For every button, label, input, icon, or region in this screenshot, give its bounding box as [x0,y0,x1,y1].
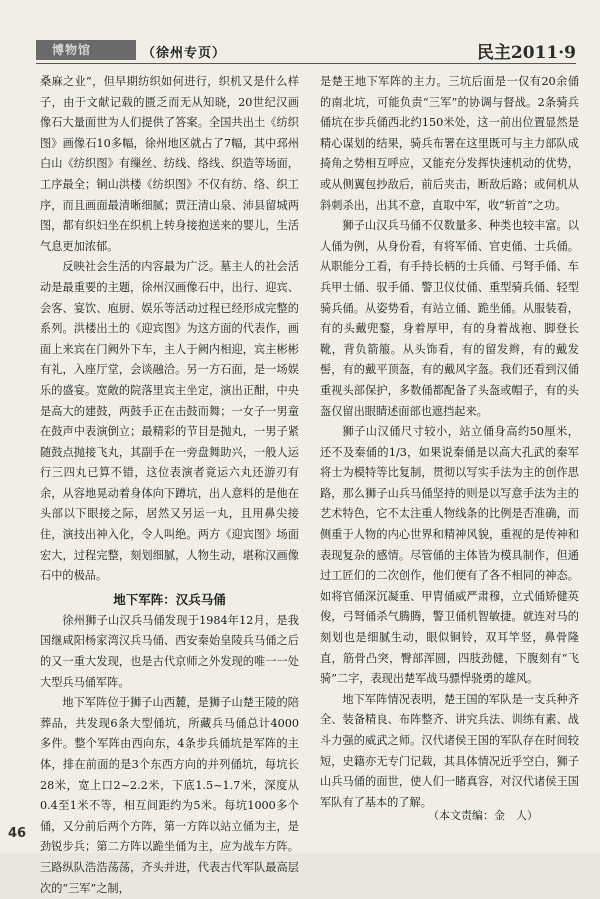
paragraph: 桑麻之业”，但早期纺织如何进行，织机又是什么样子，由于文献记载的匮乏而无从知晓，20世纪汉画像石大量面世为人们提供了答案。全国共出土《纺织图》画像石10多幅，徐州地区就占了7幅，其中邳州白山《纺织图》有缫丝、纺线、络线、织造等场面，工序最全；铜山洪楼《纺织图》不仅有纺、络、织工序，而且画面最清晰细腻；贾汪清山泉、沛县留城两图，都有织妇坐在织机上转身接抱送来的婴儿，生活气息更加浓郁。 [40,75,299,253]
editor-note: （本文责编：金 人） [428,809,538,822]
page-number: 46 [8,826,27,841]
page-header [36,38,576,64]
paragraph: 狮子山汉俑尺寸较小，站立俑身高约50厘米，还不及秦俑的1/3，如果说秦俑是以高大孔武的秦军将士为模特等比复制，贯彻以写实手法为主的创作思路，那么狮子山兵马俑坚持的则是以写意手法为主的艺术特色，它不太注重人物线条的比例是否准确，而侧重于人物的内心世界和精神风貌，重视的是传神和表现复杂的感情。尽管俑的主体皆为模具制作，但通过工匠们的二次创作，他们便有了各不相同的神态。如将官俑深沉凝重、甲胄俑威严肃穆，立式俑矫健英俊，弓弩俑杀气腾腾，警卫俑机智敏捷。就连对马的刻划也是细腻生动，眼似铜铃，双耳竿竖，鼻骨隆直，筋骨凸突，臀部浑圆，四肢劲健，下腹刻有“飞骑”二字，表现出楚军战马骠悍骁勇的雄风。 [320,425,579,686]
paragraph: 地下军阵位于狮子山西麓，是狮子山楚王陵的陪葬品，共发现6条大型俑坑，所藏兵马俑总计4000多件。整个军阵由西向东，4条步兵俑坑是军阵的主体，排在前面的是3个东西方向的并列俑坑，每坑长28米，宽上口2~2.2米，下底1.5~1.7米，深度从0.4至1米不等，相互间距约为5米。每坑1000多个俑，又分前后两个方阵，第一方阵以站立俑为主，是劲锐步兵；第二方阵以跪坐俑为主，应为战车方阵。三路纵队浩浩荡荡，齐头并进，代表古代军队最高层次的“三军”之制， [40,696,299,895]
paragraph: 地下军阵情况表明，楚王国的军队是一支兵种齐全、装备精良、布阵整齐、讲究兵法、训练有素、战斗力强的威武之师。汉代诸侯王国的军队存在时间较短，史籍亦无专门记载，其具体情况近乎空白，狮子山兵马俑的面世，使人们一睹真容，对汉代诸侯王国军队有了基本的了解。 [320,692,579,809]
section-label: 博物馆 [36,40,136,60]
paragraph: 反映社会生活的内容最为广泛。墓主人的社会活动是最重要的主题，徐州汉画像石中，出行、迎宾、会客、宴饮、庖厨、娱乐等活动过程已经形成完整的系列。洪楼出土的《迎宾图》为这方面的代表作，画面上来宾在门阙外下车，主人于阙内相迎，宾主彬彬有礼，入座厅堂，会谈融洽。另一方石面，是一场娱乐的盛宴。宽敞的院落里宾主坐定，演出正酣，中央是高大的建鼓，两鼓手正在击鼓而舞；一女子一男童在鼓声中表演倒立；最精彩的节目是抛丸，一男子紧随鼓点抛接飞丸，其副手在一旁盘舞助兴，一般人运行三四丸已算不错，这位表演者竟运六丸还游刃有余，从容地晃动着身体向下蹲坑，出人意料的是他在头部以下眼接之际，居然又另运一丸，且用鼻尖接住，演技出神入化，令人叫绝。两方《迎宾图》场面宏大，过程完整，刻划细腻，人物生动，堪称汉画像石中的极品。 [40,260,299,583]
magazine-issue: 民主2011·9 [476,43,576,63]
header-rule [36,63,576,64]
section-subtitle: （徐州专页） [142,46,227,61]
right-column [320,72,579,813]
paragraph: 狮子山汉兵马俑不仅数量多、种类也较丰富。以人俑为例，从身份看，有将军俑、官吏俑、士兵俑。从职能分工看，有手持长柄的士兵俑、弓弩手俑、车兵甲士俑、驭手俑、警卫仪仗俑、重型骑兵俑、轻型骑兵俑。从姿势看，有站立俑、跪坐俑。从服装看，有的头戴兜鍪，身着厚甲，有的身着战袍、脚登长靴，背负箭箙。从头饰看，有的留发辫，有的戴发髻，有的戴平顶盔，有的戴风字盔。我们还看到汉俑重视头部保护，多数俑都配备了头盔或帽子，有的头盔仅留出眼睛述面部也遮挡起来。 [320,219,579,418]
section-heading: 地下军阵：汉兵马俑 [113,591,226,607]
paragraph: 是楚王地下军阵的主力。三坑后面是一仅有20余俑的南北坑，可能负责“三军”的协调与督战。2条骑兵俑坑在步兵俑西北约150米处，这一前出位置显然是精心谋划的结果，骑兵布署在这里既可与主力部队成掎角之势相互呼应，又能充分发挥快速机动的优势，或从侧翼包抄敌后，前后夹击，断敌后路；或伺机从斜刺杀出，出其不意，直取中军，收“斩首”之功。 [320,75,579,212]
paragraph: 徐州狮子山汉兵马俑发现于1984年12月，是我国继咸阳杨家湾汉兵马俑、西安秦始皇陵兵马俑之后的又一重大发现，也是古代京师之外发现的唯一一处大型兵马俑军阵。 [40,613,299,689]
left-column [40,72,299,899]
